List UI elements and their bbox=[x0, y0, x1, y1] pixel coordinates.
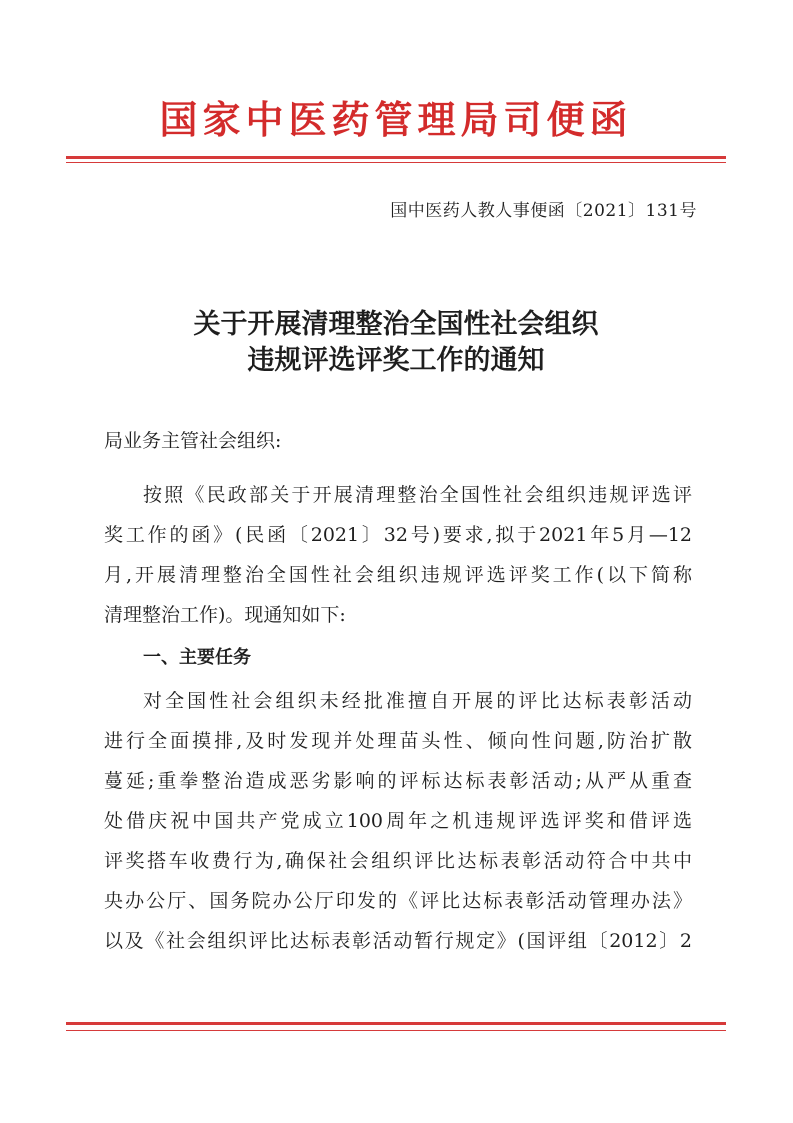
body-line-4: 清理整治工作)。现通知如下: bbox=[104, 604, 346, 626]
footer-rule-thin bbox=[66, 1030, 726, 1031]
footer-rule-thick bbox=[66, 1022, 726, 1025]
section1-line-3: 蔓延;重拳整治造成恶劣影响的评标达标表彰活动;从严从重查 bbox=[104, 770, 692, 792]
letterhead-rule-thick bbox=[66, 156, 726, 159]
document-number: 国中医药人教人事便函〔2021〕131号 bbox=[390, 201, 697, 221]
letterhead-title: 国家中医药管理局司便函 bbox=[159, 97, 633, 142]
section1-line-6: 央办公厅、国务院办公厅印发的《评比达标表彰活动管理办法》 bbox=[104, 890, 692, 912]
section1-line-1: 对全国性社会组织未经批准擅自开展的评比达标表彰活动 bbox=[143, 690, 692, 712]
document-title-line-2: 违规评选评奖工作的通知 bbox=[247, 345, 545, 376]
body-line-1: 按照《民政部关于开展清理整治全国性社会组织违规评选评 bbox=[143, 484, 692, 506]
section1-line-5: 评奖搭车收费行为,确保社会组织评比达标表彰活动符合中共中 bbox=[104, 850, 692, 872]
section1-line-4: 处借庆祝中国共产党成立100周年之机违规评选评奖和借评选 bbox=[104, 810, 692, 832]
section1-line-2: 进行全面摸排,及时发现并处理苗头性、倾向性问题,防治扩散 bbox=[104, 730, 692, 752]
document-title-line-1: 关于开展清理整治全国性社会组织 bbox=[193, 309, 599, 340]
section1-line-7: 以及《社会组织评比达标表彰活动暂行规定》(国评组〔2012〕2 bbox=[104, 930, 692, 952]
letterhead-rule-thin bbox=[66, 162, 726, 163]
salutation: 局业务主管社会组织: bbox=[104, 430, 282, 452]
body-line-3: 月,开展清理整治全国性社会组织违规评选评奖工作(以下简称 bbox=[104, 564, 692, 586]
section-heading-main-tasks: 一、主要任务 bbox=[143, 647, 251, 668]
body-line-2: 奖工作的函》(民函〔2021〕32号)要求,拟于2021年5月—12 bbox=[104, 524, 692, 546]
